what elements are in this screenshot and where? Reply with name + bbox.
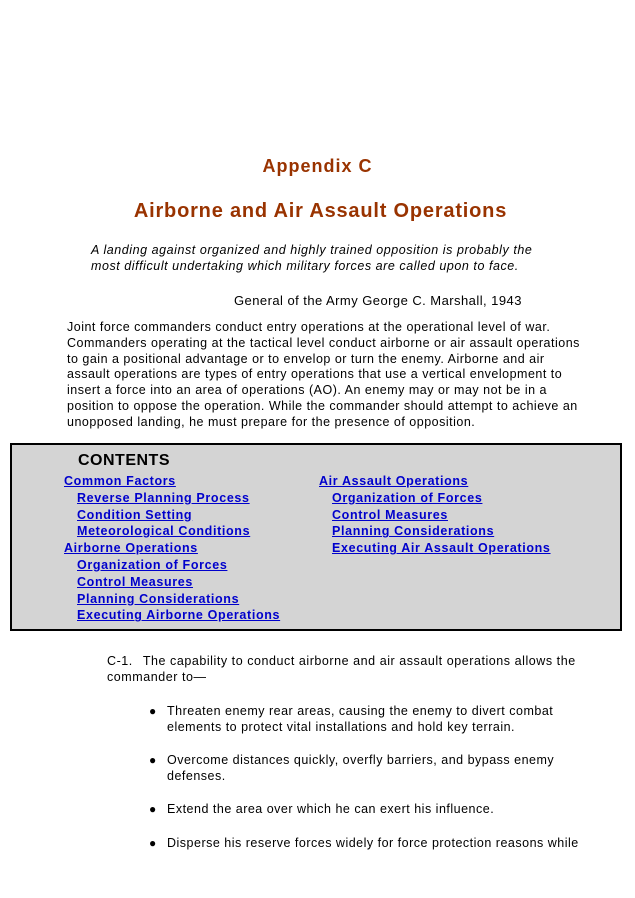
toc-link[interactable]: Air Assault Operations xyxy=(319,474,469,488)
toc-item-air-assault-operations[interactable] xyxy=(319,473,551,490)
toc-item-common-factors[interactable] xyxy=(64,473,280,490)
toc-item-executing-air-assault-operations[interactable] xyxy=(319,540,551,557)
toc-link[interactable]: Condition Setting xyxy=(77,507,193,522)
toc-item-airborne-control-measures[interactable] xyxy=(64,574,280,591)
toc-item-air-assault-planning-considerations[interactable] xyxy=(319,523,551,540)
toc-link[interactable]: Control Measures xyxy=(332,507,448,522)
epigraph-quote: A landing against organized and highly trained opposition is probably the most difficult undertaking which military forces are called upon to face. xyxy=(91,243,533,273)
intro-paragraph: Joint force commanders conduct entry operations at the operational level of war. Commanders operating at the tactical level conduct airborne or air assault operations to gain a positional advantage or to envelop or turn the enemy. Airborne and air assault operations are types of entry operations that use a vertical envelopment to insert a force into an area of operations (AO). An enemy may or may not be in a position to oppose the operation. While the commander should attempt to achieve an unopposed landing, he must prepare for the presence of opposition. xyxy=(67,320,580,429)
bullet-icon: ● xyxy=(149,704,157,718)
toc-item-meteorological-conditions[interactable] xyxy=(64,523,280,540)
bullet-icon: ● xyxy=(149,836,157,850)
toc-link[interactable]: Reverse Planning Process xyxy=(77,490,250,505)
toc-item-airborne-organization-of-forces[interactable] xyxy=(64,557,280,574)
contents-left-column xyxy=(64,473,280,624)
list-item: ● Overcome distances quickly, overfly barriers, and bypass enemy defenses. xyxy=(149,753,555,783)
toc-link[interactable]: Executing Air Assault Operations xyxy=(332,541,551,556)
toc-link[interactable]: Control Measures xyxy=(77,574,193,589)
toc-link[interactable]: Organization of Forces xyxy=(332,490,483,505)
toc-item-airborne-planning-considerations[interactable] xyxy=(64,591,280,608)
paragraph-c1 xyxy=(107,653,597,685)
list-item: ● Threaten enemy rear areas, causing the enemy to divert combat elements to protect vital installations and hold key terrain. xyxy=(149,704,554,734)
toc-link[interactable]: Meteorological Conditions xyxy=(77,524,251,539)
paragraph-text: The capability to conduct airborne and air assault operations allows the commander to— xyxy=(107,654,576,684)
toc-item-airborne-operations[interactable] xyxy=(64,540,280,557)
toc-item-air-assault-organization-of-forces[interactable] xyxy=(319,490,551,507)
toc-link[interactable]: Organization of Forces xyxy=(77,557,228,572)
toc-link[interactable]: Planning Considerations xyxy=(77,591,240,606)
toc-item-condition-setting[interactable] xyxy=(64,507,280,524)
contents-heading: CONTENTS xyxy=(78,452,170,469)
toc-link[interactable]: Airborne Operations xyxy=(64,541,198,556)
toc-item-reverse-planning-process[interactable] xyxy=(64,490,280,507)
bullet-icon: ● xyxy=(149,802,157,816)
list-item: ● Extend the area over which he can exert his influence. xyxy=(149,802,495,816)
toc-link[interactable]: Common Factors xyxy=(64,474,176,488)
epigraph-attribution: General of the Army George C. Marshall, 1943 xyxy=(234,293,522,308)
appendix-title: Airborne and Air Assault Operations xyxy=(133,200,508,222)
toc-link[interactable]: Planning Considerations xyxy=(332,524,495,539)
toc-item-air-assault-control-measures[interactable] xyxy=(319,507,551,524)
appendix-label: Appendix C xyxy=(262,156,373,176)
contents-right-column xyxy=(319,473,551,557)
list-item: ● Disperse his reserve forces widely for force protection reasons while xyxy=(149,836,579,850)
paragraph-number: C-1. xyxy=(107,654,133,668)
toc-link[interactable]: Executing Airborne Operations xyxy=(77,608,281,623)
capability-bullet-list xyxy=(149,703,599,851)
toc-item-executing-airborne-operations[interactable] xyxy=(64,607,280,624)
bullet-icon: ● xyxy=(149,753,157,767)
